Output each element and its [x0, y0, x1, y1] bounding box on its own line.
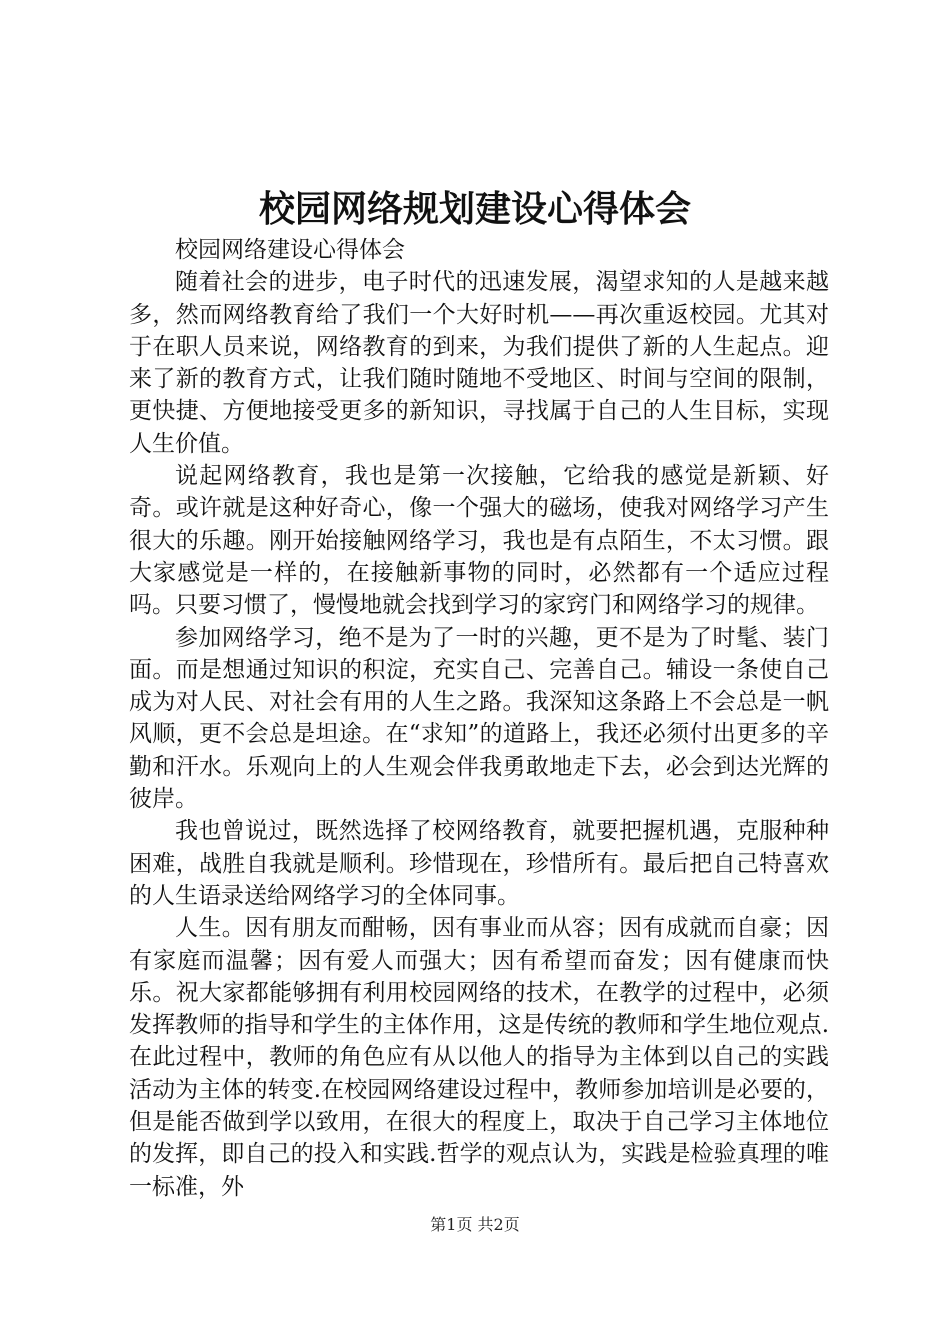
body-paragraph: 参加网络学习，绝不是为了一时的兴趣，更不是为了时髦、装门面。而是想通过知识的积淀，充实自己、完善自己。辅设一条使自己成为对人民、对社会有用的人生之路。我深知这条路上不会总是一帆风顺，更不会总是坦途。在“求知”的道路上，我还必须付出更多的辛勤和汗水。乐观向上的人生观会伴我勇敢地走下去，必会到达光辉的彼岸。 [129, 624, 829, 813]
document-body [129, 234, 829, 1203]
body-paragraph: 随着社会的进步，电子时代的迅速发展，渴望求知的人是越来越多，然而网络教育给了我们一个大好时机——再次重返校园。尤其对于在职人员来说，网络教育的到来，为我们提供了新的人生起点。迎来了新的教育方式，让我们随时随地不受地区、时间与空间的限制，更快捷、方便地接受更多的新知识，寻找属于自己的人生目标，实现人生价值。 [129, 269, 829, 457]
body-paragraph: 我也曾说过，既然选择了校网络教育，就要把握机遇，克服种种困难，战胜自我就是顺利。珍惜现在，珍惜所有。最后把自己特喜欢的人生语录送给网络学习的全体同事。 [129, 818, 829, 909]
page-number-footer: 第1页 共2页 [430, 1215, 520, 1234]
document-title: 校园网络规划建设心得体会 [258, 188, 691, 230]
body-paragraph: 说起网络教育，我也是第一次接触，它给我的感觉是新颖、好奇。或许就是这种好奇心，像一个强大的磁场，使我对网络学习产生很大的乐趣。刚开始接触网络学习，我也是有点陌生，不太习惯。跟大家感觉是一样的，在接触新事物的同时，必然都有一个适应过程吗。只要习惯了，慢慢地就会找到学习的家窍门和网络学习的规律。 [129, 463, 829, 619]
body-paragraph: 人生。因有朋友而酣畅，因有事业而从容；因有成就而自豪；因有家庭而温馨；因有爱人而强大；因有希望而奋发；因有健康而快乐。祝大家都能够拥有利用校园网络的技术，在教学的过程中，必须发挥教师的指导和学生的主体作用，这是传统的教师和学生地位观点.在此过程中，教师的角色应有从以他人的指导为主体到以自己的实践活动为主体的转变.在校园网络建设过程中，教师参加培训是必要的，但是能否做到学以致用，在很大的程度上，取决于自己学习主体地位的发挥，即自己的投入和实践.哲学的观点认为，实践是检验真理的唯一标准，外 [129, 915, 829, 1200]
subtitle-paragraph: 校园网络建设心得体会 [175, 237, 405, 263]
